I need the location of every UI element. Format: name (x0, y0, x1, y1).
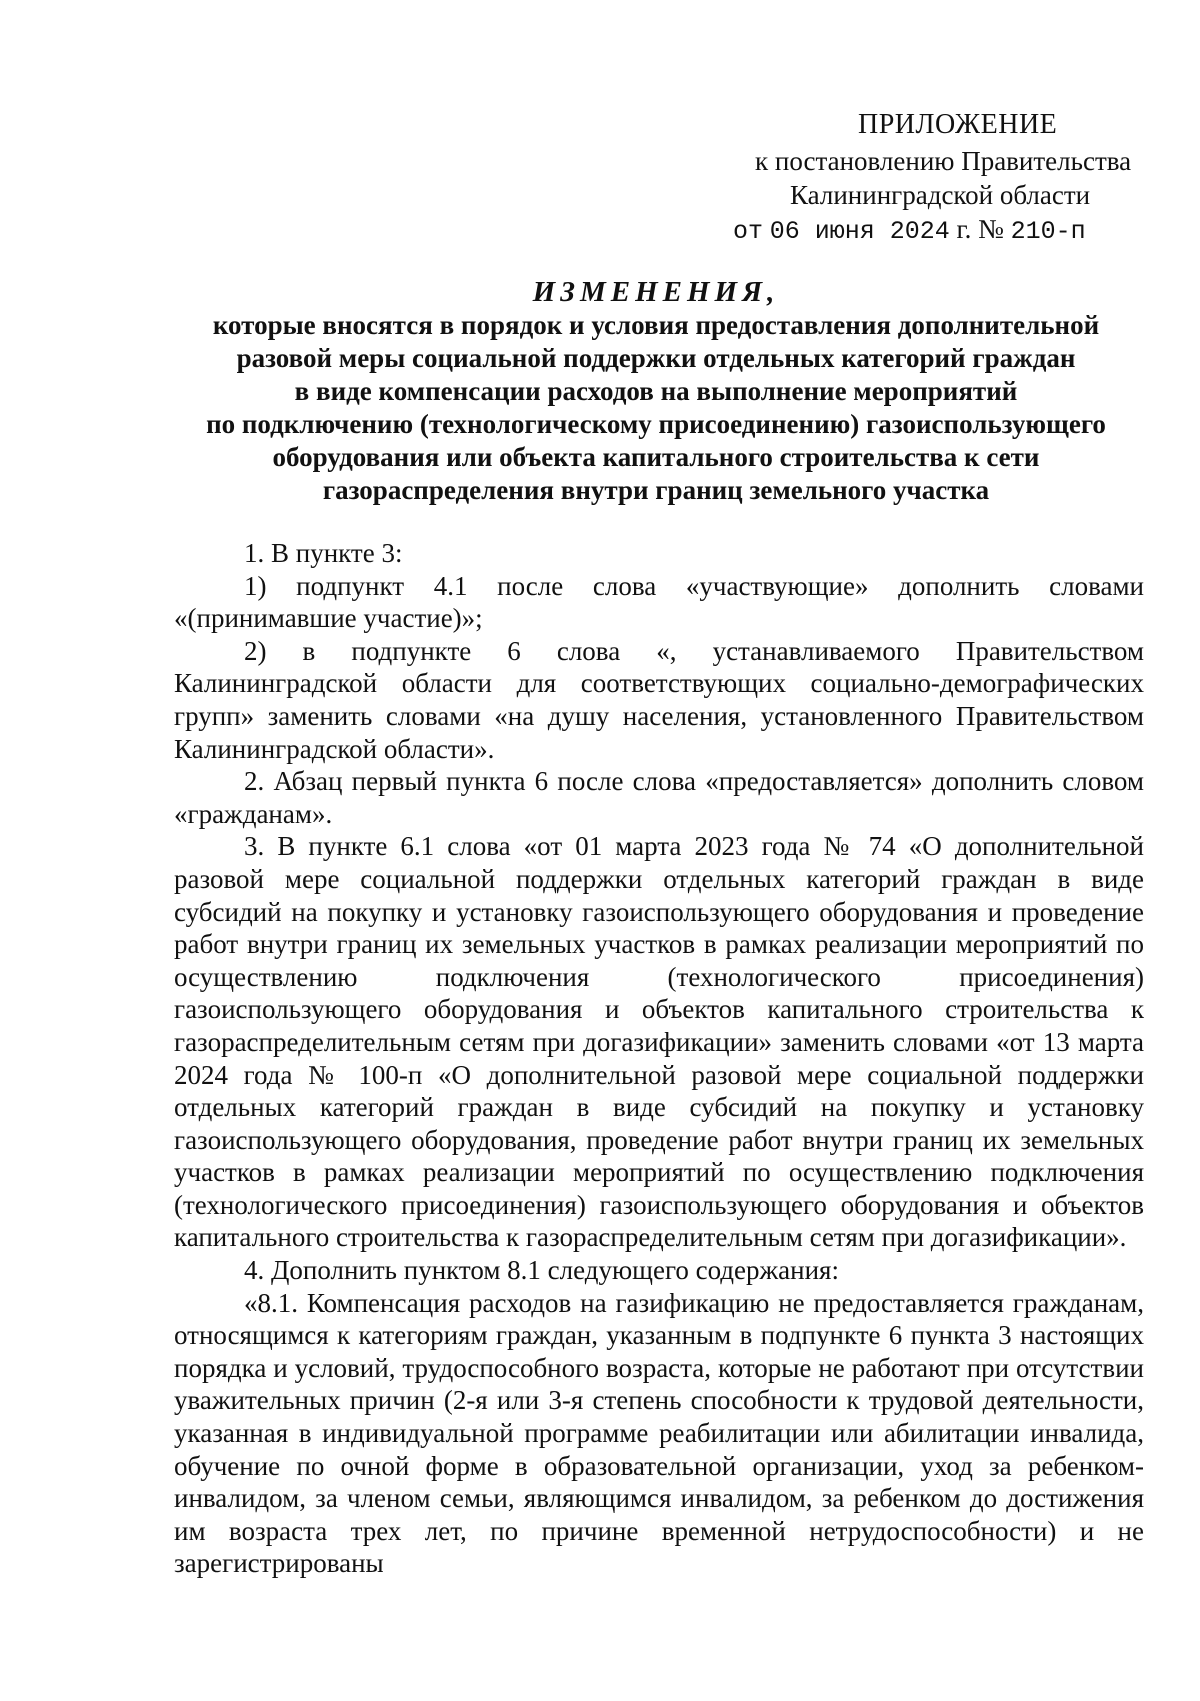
date-value: 06 июня 2024 (769, 217, 950, 246)
heading-line: в виде компенсации расходов на выполнение мероприятий (294, 376, 1018, 406)
appendix-line-region: Калининградской области (790, 180, 1091, 210)
paragraph-item-1: 1. В пункте 3: (244, 538, 403, 568)
date-prefix: от (733, 217, 764, 246)
document-heading (170, 276, 1142, 507)
document-number: 210-п (1010, 217, 1086, 246)
heading-line: по подключению (технологическому присоединению) газоиспользующего (206, 409, 1106, 439)
heading-line: оборудования или объекта капитального строительства к сети (272, 442, 1040, 472)
paragraph-item-8-1: «8.1. Компенсация расходов на газификацию не предоставляется гражданам, относящимся к категориям граждан, указанным в подпункте 6 пункта 3 настоящих порядка и условий, трудоспособного возраста, которые не работают при отсутствии уважительных причин (2-я или 3-я степень способности к трудовой деятельности, указанная в индивидуальной программе реабилитации или абилитации инвалида, обучение по очной форме в образовательной организации, уход за ребенком-инвалидом, за членом семьи, являющимся инвалидом, за ребенком до достижения им возраста трех лет, по причине временной нетрудоспособности) и не зарегистрированы (174, 1287, 1144, 1579)
paragraph-item-4: 4. Дополнить пунктом 8.1 следующего содержания: (244, 1255, 839, 1286)
paragraph-item-2: 2. Абзац первый пункта 6 после слова «предоставляется» дополнить словом «гражданам». (174, 766, 1144, 829)
heading-line: разовой меры социальной поддержки отдельных категорий граждан (236, 343, 1076, 373)
document-body (174, 537, 1144, 1580)
heading-main: ИЗМЕНЕНИЯ, (532, 276, 780, 308)
appendix-title: ПРИЛОЖЕНИЕ (858, 109, 1058, 140)
date-year-suffix: г. № (956, 214, 1004, 244)
heading-line: газораспределения внутри границ земельного участка (322, 475, 990, 505)
paragraph-item-3: 3. В пункте 6.1 слова «от 01 марта 2023 года № 74 «О дополнительной разовой мере социальной поддержки отдельных категорий граждан в виде субсидий на покупку и установку газоиспользующего оборудования и проведение работ внутри границ их земельных участков в рамках реализации мероприятий по осуществлению подключения (технологического присоединения) газоиспользующего оборудования и объектов капитального строительства к газораспределительным сетям при догазификации» заменить словами «от 13 марта 2024 года № 100-п «О дополнительной разовой мере социальной поддержки отдельных категорий граждан в виде субсидий на покупку и установку газоиспользующего оборудования, проведение работ внутри границ их земельных участков в рамках реализации мероприятий по осуществлению подключения (технологического присоединения) газоиспользующего оборудования и объектов капитального строительства к газораспределительным сетям при догазификации». (174, 831, 1144, 1253)
paragraph-subitem-2: 2) в подпункте 6 слова «, устанавливаемого Правительством Калининградской области для соответствующих социально-демографических групп» заменить словами «на душу населения, установленного Правительством Калининградской области». (174, 635, 1144, 764)
heading-line: которые вносятся в порядок и условия предоставления дополнительной (212, 310, 1100, 340)
appendix-line-date (733, 212, 1086, 249)
paragraph-subitem-1: 1) подпункт 4.1 после слова «участвующие» дополнить словами «(принимавшие участие)»; (174, 570, 1144, 634)
appendix-line-resolution: к постановлению Правительства (755, 146, 1132, 176)
